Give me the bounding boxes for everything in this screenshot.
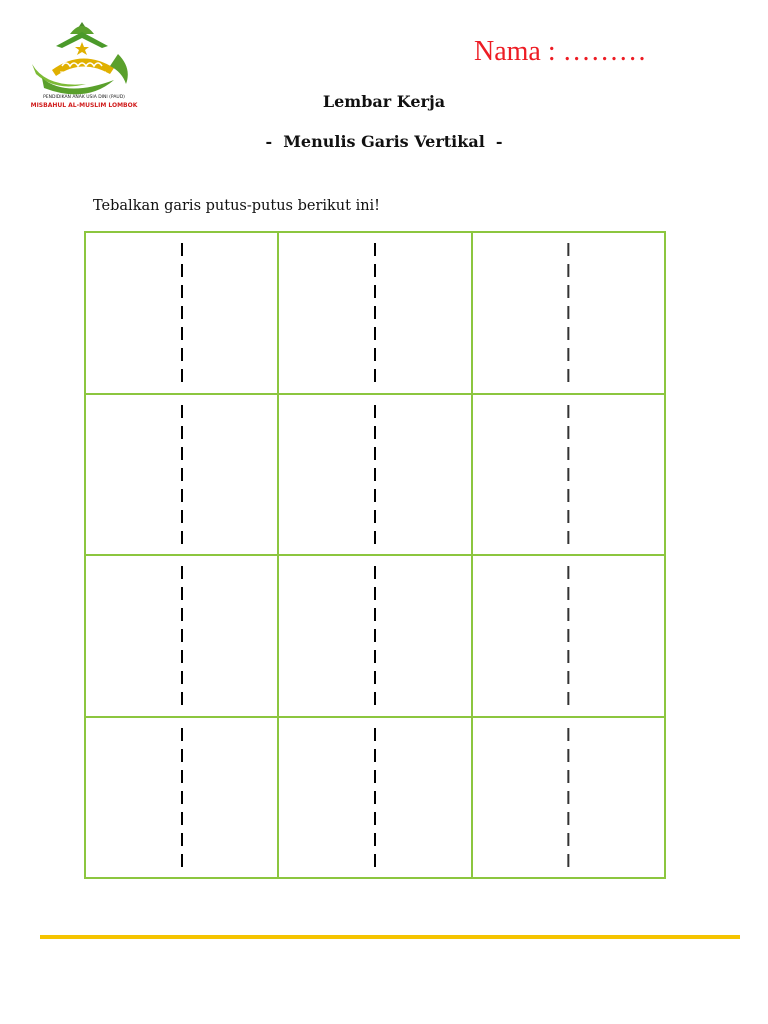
tracing-cell — [85, 555, 278, 717]
footer-divider — [40, 935, 740, 939]
tracing-cell — [278, 717, 471, 879]
tracing-cell — [278, 232, 471, 394]
worksheet-title: Lembar Kerja — [322, 92, 446, 111]
logo-school-name: MISBAHUL AL-MUSLIM LOMBOK — [30, 102, 138, 109]
dashed-line[interactable] — [181, 728, 183, 868]
logo-caption: PENDIDIKAN ANAK USIA DINI (PAUD) — [43, 95, 125, 100]
dashed-line[interactable] — [374, 405, 376, 545]
dashed-line[interactable] — [568, 728, 569, 868]
worksheet-instruction: Tebalkan garis putus-putus berikut ini! — [93, 198, 381, 214]
dashed-line[interactable] — [568, 566, 569, 706]
tracing-cell — [472, 394, 665, 556]
dashed-line[interactable] — [181, 405, 183, 545]
tracing-cell — [85, 232, 278, 394]
dashed-line[interactable] — [568, 243, 569, 383]
name-field: Nama : ……… — [474, 36, 647, 67]
dashed-line[interactable] — [568, 405, 569, 545]
tracing-cell — [278, 394, 471, 556]
dashed-line[interactable] — [374, 566, 376, 706]
dashed-line[interactable] — [181, 566, 183, 706]
tracing-cell — [85, 717, 278, 879]
tracing-cell — [278, 555, 471, 717]
dashed-line[interactable] — [181, 243, 183, 383]
tracing-cell — [472, 555, 665, 717]
dashed-line[interactable] — [374, 728, 376, 868]
tracing-cell — [85, 394, 278, 556]
tracing-cell — [472, 717, 665, 879]
tracing-cell — [472, 232, 665, 394]
worksheet-subtitle: - Menulis Garis Vertikal - — [265, 132, 503, 151]
dashed-line[interactable] — [374, 243, 376, 383]
tracing-grid — [84, 231, 666, 879]
